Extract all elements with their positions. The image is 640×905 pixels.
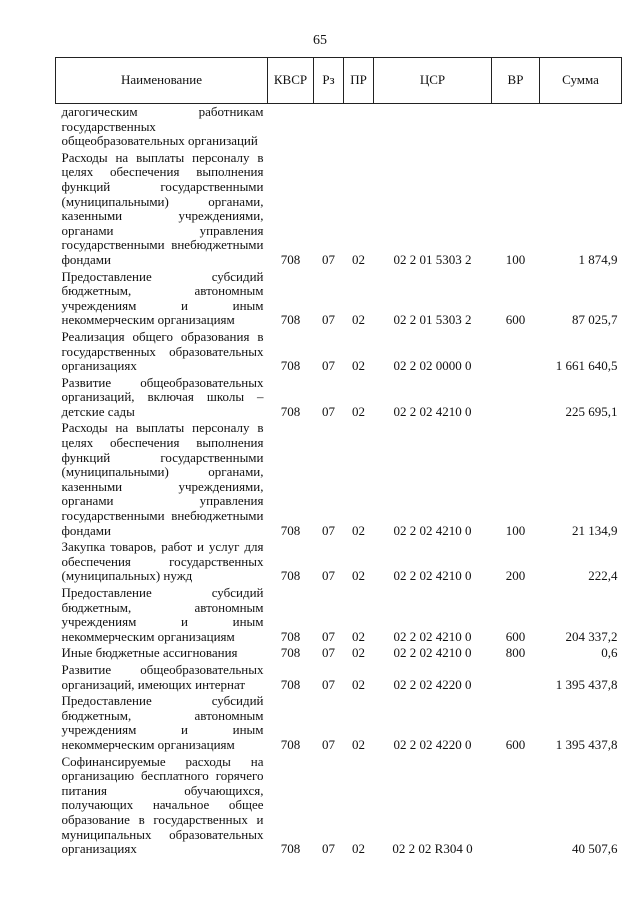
row-kvsr: 708 [280,841,301,857]
row-rz: 07 [322,645,335,661]
row-rz: 07 [322,522,335,538]
row-csr: 02 2 02 4210 0 [393,522,472,538]
row-pr: 02 [352,628,365,644]
table-row [56,754,622,858]
row-pr: 02 [352,522,365,538]
row-kvsr: 708 [280,403,301,419]
row-rz: 07 [322,568,335,584]
table-row [56,375,622,421]
row-rz [314,104,344,150]
row-csr: 02 2 02 4220 0 [393,736,472,752]
header-csr: ЦСР [374,58,492,104]
row-sum: 87 025,7 [572,312,618,328]
row-rz: 07 [322,403,335,419]
header-rz: Рз [314,58,344,104]
row-csr: 02 2 02 R304 0 [392,841,473,857]
header-pr: ПР [344,58,374,104]
row-vr: 200 [505,568,526,584]
row-kvsr: 708 [280,736,301,752]
row-kvsr: 708 [280,645,301,661]
row-vr [492,662,540,693]
row-sum: 40 507,6 [572,841,618,857]
row-pr: 02 [352,251,365,267]
row-kvsr [268,104,314,150]
row-csr [374,104,492,150]
row-kvsr: 708 [280,628,301,644]
row-name: Закупка товаров, работ и услуг для обеспечения государственных (муниципальных) нужд [61,539,264,584]
row-name: Развитие общеобразовательных организаций, включая школы – детские сады [61,374,264,419]
row-pr: 02 [352,312,365,328]
row-kvsr: 708 [280,312,301,328]
row-name: дагогическим работникам государственных общеобразовательных организаций [61,104,264,149]
row-sum: 1 395 437,8 [555,676,618,692]
row-rz: 07 [322,251,335,267]
row-csr: 02 2 02 0000 0 [393,358,472,374]
row-pr: 02 [352,568,365,584]
row-kvsr: 708 [280,676,301,692]
row-vr [492,754,540,858]
row-vr [492,329,540,375]
row-sum: 225 695,1 [565,403,618,419]
row-pr: 02 [352,676,365,692]
row-name: Развитие общеобразовательных организаций, имеющих интернат [61,661,264,692]
table-row [56,645,622,662]
table-row [56,662,622,693]
row-kvsr: 708 [280,358,301,374]
row-csr: 02 2 01 5303 2 [393,312,472,328]
row-sum: 1 395 437,8 [555,736,618,752]
row-csr: 02 2 02 4210 0 [393,628,472,644]
row-rz: 07 [322,841,335,857]
row-rz: 07 [322,676,335,692]
header-name: Наименование [56,58,268,104]
row-csr: 02 2 01 5303 2 [393,251,472,267]
row-csr: 02 2 02 4210 0 [393,568,472,584]
row-sum: 222,4 [588,568,618,584]
row-vr: 100 [505,251,526,267]
row-csr: 02 2 02 4210 0 [393,645,472,661]
row-name: Предоставление субсидий бюджетным, автономным учреждениям и иным некоммерческим организациям [61,268,264,328]
table-row [56,329,622,375]
row-rz: 07 [322,736,335,752]
row-name: Расходы на выплаты персоналу в целях обеспечения выполнения функций государственными (муниципальными) органами, казенными учреждениями, органами управления государственными внебюджетными фондами [61,420,264,538]
row-name: Реализация общего образования в государственных образовательных организациях [61,328,264,374]
table-row [56,269,622,329]
row-rz: 07 [322,358,335,374]
row-sum: 0,6 [601,645,618,661]
row-kvsr: 708 [280,251,301,267]
row-pr: 02 [352,358,365,374]
row-pr: 02 [352,841,365,857]
row-pr: 02 [352,736,365,752]
row-pr: 02 [352,403,365,419]
row-kvsr: 708 [280,522,301,538]
row-pr: 02 [352,645,365,661]
table-row [56,420,622,539]
header-vr: ВР [492,58,540,104]
row-name: Предоставление субсидий бюджетным, автономным учреждениям и иным некоммерческим организациям [61,693,264,752]
table-row [56,693,622,753]
row-csr: 02 2 02 4210 0 [393,403,472,419]
row-sum: 1 874,9 [578,251,618,267]
row-vr: 600 [505,312,526,328]
page-number: 65 [313,33,327,48]
table-header-row [56,58,622,104]
row-sum: 21 134,9 [572,522,618,538]
row-name: Расходы на выплаты персоналу в целях обеспечения выполнения функций государственными (муниципальными) органами, казенными учреждениями, органами управления государственными внебюджетными фондами [61,149,264,267]
table-row [56,104,622,150]
row-rz: 07 [322,628,335,644]
budget-table [55,57,622,858]
row-vr [492,104,540,150]
row-vr: 800 [505,645,526,661]
header-sum: Сумма [540,58,622,104]
row-csr: 02 2 02 4220 0 [393,676,472,692]
row-vr: 100 [505,522,526,538]
header-kvsr: КВСР [268,58,314,104]
table-row [56,150,622,269]
row-sum: 1 661 640,5 [555,358,618,374]
row-kvsr: 708 [280,568,301,584]
row-sum: 204 337,2 [565,628,618,644]
row-name: Иные бюджетные ассигнования [61,645,238,661]
table-row [56,585,622,645]
row-sum [540,104,622,150]
row-name: Предоставление субсидий бюджетным, автономным учреждениям и иным некоммерческим организациям [61,585,264,644]
row-vr: 600 [505,736,526,752]
row-vr [492,375,540,421]
row-rz: 07 [322,312,335,328]
row-vr: 600 [505,628,526,644]
table-row [56,539,622,585]
row-pr [344,104,374,150]
row-name: Софинансируемые расходы на организацию бесплатного горячего питания обучающихся, получающих начальное общее образование в государственных и муниципальных образовательных организациях [61,753,264,857]
